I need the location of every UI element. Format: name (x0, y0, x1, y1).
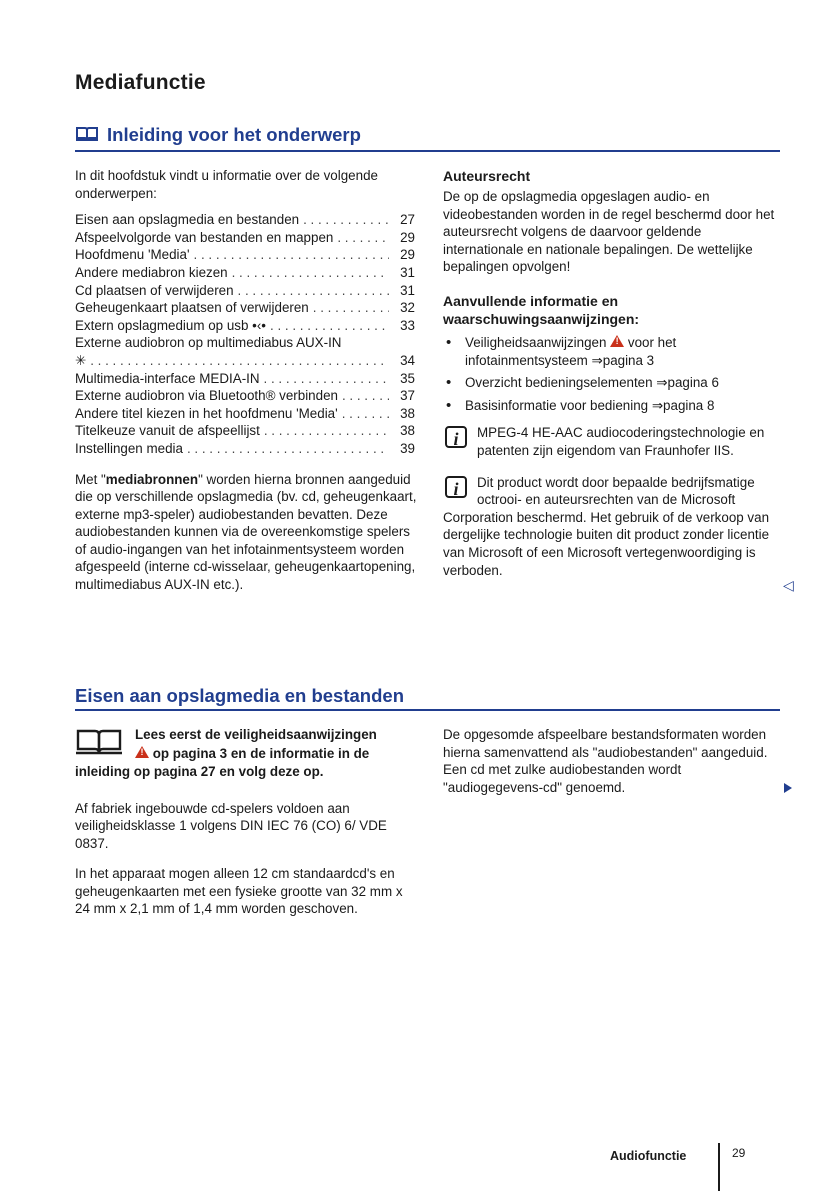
topic-list-item (75, 405, 415, 423)
topic-page-number: 29 (400, 247, 415, 263)
topic-leader-dots (338, 387, 389, 405)
topic-page-number: 31 (400, 282, 415, 298)
topic-title: Titelkeuze vanuit de afspeellijst (75, 423, 260, 439)
topic-list-item (75, 370, 415, 388)
note-microsoft-text: Dit product wordt door bepaalde bedrijfsmatige octrooi- en auteursrechten van de Microsoft Corporation beschermd. Het gebruik of de verkoop van dergelijke technologie buiten dit product zonder licentie van Microsoft of een Microsoft vertegenwoordiging is verboden. (443, 474, 770, 578)
formats-paragraph: De opgesomde afspeelbare bestandsformaten worden hierna samenvattend als "audiobestanden" aangeduid. Een cd met zulke audiobestanden wordt "audiogegevens-cd" genoemd. (443, 727, 768, 795)
topic-list-item (75, 264, 415, 282)
info-icon: i (445, 476, 467, 498)
topic-page-number: 32 (400, 300, 415, 316)
topic-title: Geheugenkaart plaatsen of verwijderen (75, 300, 309, 316)
bullet-safety-pre: Veiligheidsaanwijzingen (465, 334, 611, 350)
mediabronnen-term: mediabronnen (105, 471, 199, 487)
topic-list-item (75, 211, 415, 229)
topic-list-item (75, 422, 415, 440)
auteursrecht-paragraph: De op de opslagmedia opgeslagen audio- en videobestanden worden in de regel beschermd door het auteursrecht volgens de daarvoor geldende internationale en nationale bepalingen. De wettelijke bepalingen opvolgen! (443, 189, 775, 275)
intro-right-column (443, 167, 779, 579)
intro-paragraph: In dit hoofdstuk vindt u informatie over de volgende onderwerpen: (75, 168, 378, 201)
section-heading-intro-text: Inleiding voor het onderwerp (107, 124, 361, 145)
open-book-icon (75, 728, 123, 756)
note-mpeg-text: MPEG-4 HE-AAC audiocoderingstechnologie en patenten zijn eigendom van Fraunhofer IIS. (477, 425, 765, 458)
lead-note-part1: Lees eerst de veiligheidsaanwijzingen (135, 727, 377, 742)
bullet-safety (443, 334, 779, 369)
topic-leader-dots (260, 370, 389, 388)
auteursrecht-heading: Auteursrecht (443, 168, 531, 184)
footer-divider (718, 1143, 720, 1191)
topic-page-number: 31 (400, 264, 415, 280)
lead-note-text (75, 726, 417, 782)
topic-page-number: 27 (400, 212, 415, 228)
requirements-right-column (443, 726, 779, 796)
mediabronnen-paragraph (75, 471, 417, 594)
aanvullende-heading (443, 292, 779, 328)
topic-page-number: 38 (400, 405, 415, 421)
aanvullende-heading-line1: Aanvullende informatie en (443, 292, 619, 309)
media-size-paragraph: In het apparaat mogen alleen 12 cm standaardcd's en geheugenkaarten met een fysieke grootte van 32 mm x 24 mm x 2,1 mm of 1,4 mm worden geschoven. (75, 866, 403, 917)
page-number: 29 (732, 1146, 746, 1160)
section-rule (75, 709, 780, 711)
topic-title: Afspeelvolgorde van bestanden en mappen (75, 229, 334, 245)
topic-leader-dots (183, 440, 389, 458)
topic-list-item (75, 334, 415, 352)
note-mpeg (443, 424, 779, 459)
topic-leader-dots (299, 211, 389, 229)
topic-list-item (75, 387, 415, 405)
warning-icon: ! (135, 746, 149, 758)
topic-title: Andere titel kiezen in het hoofdmenu 'Media' (75, 405, 338, 421)
topic-list-item (75, 440, 415, 458)
topic-title: Instellingen media (75, 440, 183, 456)
bullet-basics (443, 397, 779, 415)
topic-list-item (75, 352, 415, 370)
bullet-controls-text: Overzicht bedieningselementen ⇒pagina 6 (465, 375, 719, 391)
topic-page-number: 39 (400, 440, 415, 456)
topic-leader-dots (338, 405, 389, 423)
book-icon (75, 126, 99, 142)
info-icon: i (445, 426, 467, 448)
section-heading-requirements: Eisen aan opslagmedia en bestanden (75, 685, 404, 706)
topic-title: ✳ (75, 352, 87, 368)
footer-chapter-label: Audiofunctie (610, 1149, 687, 1163)
topic-leader-dots (86, 352, 389, 370)
back-arrow-icon: ◁ (783, 577, 794, 593)
section-heading-intro (75, 123, 361, 147)
mediabronnen-post: " worden hierna bronnen aangeduid die op verschillende opslagmedia (bv. cd, geheugenkaart, externe mp3-speler) audiobestanden bevatten. Deze audiobestanden kunnen via de overeenkomstige spelers of audio-ingangen van het infotainmentsysteem worden afgespeeld (interne cd-wisselaar, geheugenkaartopening, multimediabus AUX-IN etc.). (75, 471, 417, 593)
topic-page-number: 37 (400, 388, 415, 404)
mediabronnen-pre: Met " (75, 471, 106, 487)
topic-title: Extern opslagmedium op usb •‹• (75, 317, 266, 333)
topic-leader-dots (260, 422, 389, 440)
continue-arrow-icon (784, 783, 792, 793)
requirements-left-column (75, 726, 417, 918)
aanvullende-heading-line2: waarschuwingsaanwijzingen: (443, 310, 640, 327)
warning-icon: ! (610, 335, 624, 347)
topic-page-number: 29 (400, 229, 415, 245)
topic-page-number: 33 (400, 317, 415, 333)
bullet-safety-post: voor het infotainmentsysteem ⇒pagina 3 (465, 334, 677, 368)
info-bullet-list (443, 334, 779, 414)
topic-page-number: 35 (400, 370, 415, 386)
topic-page-number: 34 (400, 352, 415, 368)
topic-list (75, 211, 415, 457)
lead-note (75, 726, 417, 782)
topic-title: Eisen aan opslagmedia en bestanden (75, 212, 300, 228)
bullet-controls (443, 374, 779, 392)
topic-title: Cd plaatsen of verwijderen (75, 282, 234, 298)
topic-title: Externe audiobron via Bluetooth® verbinden (75, 388, 338, 404)
topic-title: Andere mediabron kiezen (75, 264, 228, 280)
topic-title: Multimedia-interface MEDIA-IN (75, 370, 260, 386)
topic-title: Hoofdmenu 'Media' (75, 247, 190, 263)
topic-leader-dots (190, 246, 389, 264)
topic-leader-dots (266, 317, 389, 335)
section-rule (75, 150, 780, 152)
topic-page-number: 38 (400, 423, 415, 439)
cd-class-paragraph: Af fabriek ingebouwde cd-spelers voldoen aan veiligheidsklasse 1 volgens DIN IEC 76 (CO) 6/ VDE 0837. (75, 800, 387, 851)
note-microsoft (443, 474, 779, 580)
intro-left-column (75, 167, 417, 594)
topic-title: Externe audiobron op multimediabus AUX-IN (75, 335, 342, 351)
topic-list-item (75, 246, 415, 264)
page-title: Mediafunctie (75, 71, 206, 94)
topic-list-item (75, 299, 415, 317)
topic-leader-dots (309, 299, 389, 317)
topic-leader-dots (234, 282, 389, 300)
topic-list-item (75, 317, 415, 335)
topic-list-item (75, 229, 415, 247)
topic-leader-dots (333, 229, 389, 247)
topic-leader-dots (228, 264, 389, 282)
lead-note-part2: op pagina 3 en de informatie in de inleiding op pagina 27 en volg deze op. (75, 745, 370, 779)
topic-list-item (75, 282, 415, 300)
bullet-basics-text: Basisinformatie voor bediening ⇒pagina 8 (465, 397, 715, 413)
